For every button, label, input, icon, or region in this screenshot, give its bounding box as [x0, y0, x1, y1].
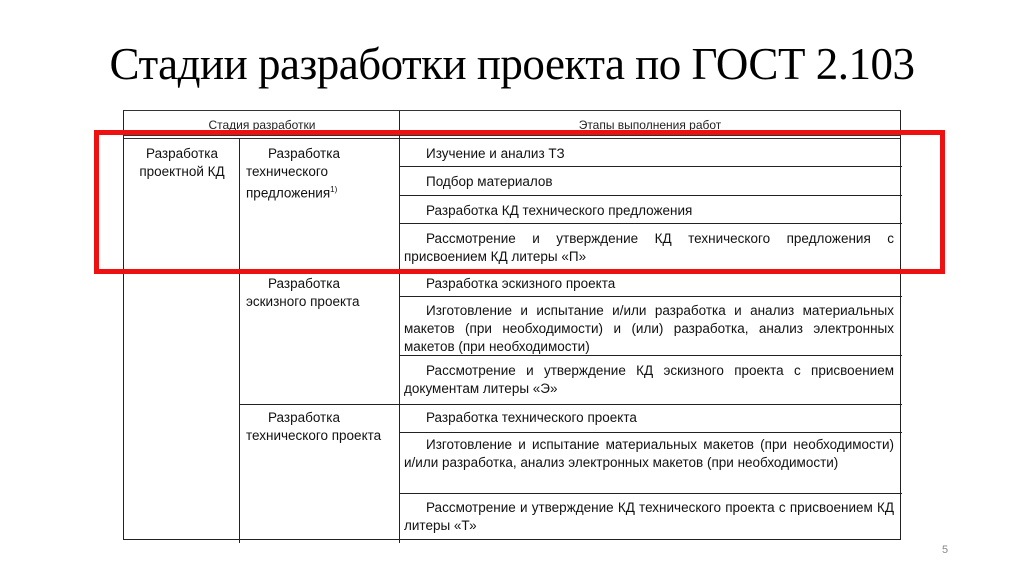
row-divider	[399, 493, 902, 494]
highlight-box	[94, 130, 945, 274]
step-item: Изготовление и испытание материальных макетов (при необходимости) и/или разработка, анализ электронных макетов (при необходимости)	[404, 437, 894, 470]
step-item: Разработка технического проекта	[426, 410, 637, 425]
substage-name: Разработка эскизного проекта	[246, 276, 360, 309]
step-item: Рассмотрение и утверждение КД технического проекта с присвоением КД литеры «Т»	[404, 500, 894, 533]
row-divider	[399, 432, 902, 433]
step-item: Изучение и анализ ТЗ	[426, 146, 565, 161]
step-item: Изготовление и испытание и/или разработка и анализ материальных макетов (при необходимости) и (или) разработка, анализ электронных макетов (при необходимости)	[404, 303, 894, 354]
step-item: Рассмотрение и утверждение КД эскизного проекта с присвоением документам литеры «Э»	[404, 363, 894, 396]
step-item: Разработка эскизного проекта	[426, 276, 616, 291]
step-item: Разработка КД технического предложения	[426, 203, 693, 218]
step-item: Подбор материалов	[426, 174, 553, 189]
step-item: Рассмотрение и утверждение КД технического предложения с присвоением КД литеры «П»	[404, 231, 894, 264]
header-steps: Этапы выполнения работ	[578, 118, 722, 132]
substage-name: Разработка технического проекта	[246, 410, 382, 443]
row-divider	[399, 296, 902, 297]
substage-name: Разработка технического предложения$^{1)}$	[246, 146, 340, 201]
slide-title: Стадии разработки проекта по ГОСТ 2.103	[109, 39, 915, 89]
page-number: 5	[942, 544, 949, 556]
header-stage: Стадия разработки	[208, 118, 316, 132]
stage-name: Разработка проектной КД	[139, 146, 225, 179]
row-divider	[239, 404, 902, 405]
